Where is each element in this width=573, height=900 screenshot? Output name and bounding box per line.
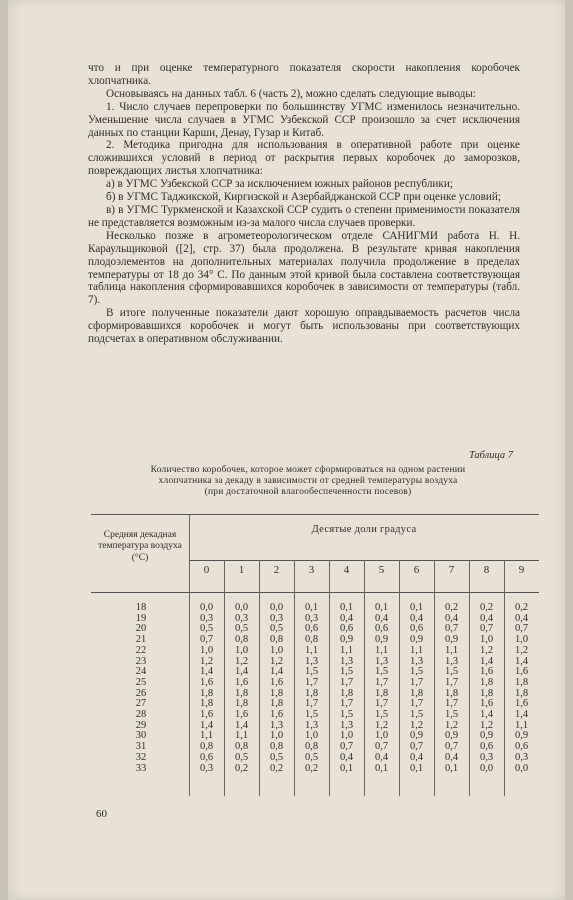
paragraph: в) в УГМС Туркменской и Казахской ССР судить о степени применимости показателя не представляется возможным из-за малого числа случаев проверки. — [88, 203, 520, 229]
temperature-cell: 30 — [135, 730, 147, 742]
group-header: Десятые доли градуса — [311, 524, 417, 535]
value-cell: 1,0 — [199, 644, 214, 656]
value-cell: 0,5 — [199, 623, 214, 635]
value-cell: 0,4 — [479, 612, 494, 624]
column-header: 0 — [203, 564, 210, 576]
value-cell: 1,1 — [199, 730, 214, 742]
value-cell: 1,4 — [199, 666, 214, 678]
value-cell: 1,8 — [269, 698, 284, 710]
column-header: 4 — [343, 564, 350, 576]
value-cell: 1,7 — [374, 676, 389, 688]
caption-line: Количество коробочек, которое может сформироваться на одном растении — [150, 465, 466, 475]
value-cell: 1,3 — [339, 655, 354, 667]
column-header: 1 — [238, 564, 245, 576]
value-cell: 0,5 — [269, 623, 284, 635]
value-cell: 1,6 — [514, 698, 529, 710]
value-cell: 1,6 — [514, 666, 529, 678]
value-cell: 0,9 — [444, 634, 459, 646]
value-cell: 0,2 — [444, 602, 459, 613]
value-cell: 1,8 — [514, 676, 529, 688]
value-cell: 1,6 — [234, 676, 249, 688]
temperature-cell: 29 — [135, 719, 147, 731]
temperature-cell: 32 — [135, 751, 147, 763]
value-cell: 1,6 — [479, 666, 494, 678]
body-text — [88, 62, 520, 346]
value-cell: 0,8 — [199, 741, 214, 753]
value-cell: 0,8 — [269, 634, 284, 646]
value-cell: 1,0 — [269, 730, 284, 742]
value-cell: 0,6 — [409, 623, 424, 635]
value-cell: 0,6 — [514, 741, 529, 753]
value-cell: 0,2 — [304, 762, 319, 774]
value-cell: 0,7 — [409, 741, 424, 753]
value-cell: 0,1 — [444, 762, 459, 774]
paragraph: В итоге полученные показатели дают хорошую оправдываемость расчетов числа сформировавшихся коробочек и могут быть использованы при соответствующих подсчетах в оперативном обслуживании. — [88, 307, 520, 346]
value-cell: 0,8 — [234, 741, 249, 753]
value-cell: 1,7 — [409, 698, 424, 710]
temperature-cell: 23 — [135, 655, 147, 667]
temperature-cell: 24 — [135, 666, 147, 678]
value-cell: 0,9 — [444, 730, 459, 742]
value-cell: 1,3 — [304, 719, 319, 731]
value-cell: 1,0 — [269, 644, 284, 656]
value-cell: 1,1 — [444, 644, 459, 656]
caption-line: (при достаточной влагообеспеченности посевов) — [204, 487, 412, 497]
value-cell: 0,9 — [479, 730, 494, 742]
value-cell: 0,7 — [374, 741, 389, 753]
caption-line: хлопчатника за декаду в зависимости от средней температуры воздуха — [158, 476, 458, 486]
value-cell: 1,0 — [374, 730, 389, 742]
value-cell: 1,0 — [479, 634, 494, 646]
value-cell: 0,7 — [199, 634, 214, 646]
value-cell: 0,6 — [199, 751, 214, 763]
value-cell: 0,6 — [479, 741, 494, 753]
value-cell: 0,9 — [409, 634, 424, 646]
value-cell: 0,1 — [374, 762, 389, 774]
table-label: Таблица 7 — [468, 450, 513, 461]
value-cell: 1,3 — [374, 655, 389, 667]
paragraph: что и при оценке температурного показателя скорости накопления коробочек хлопчатника. — [88, 62, 520, 87]
value-cell: 1,5 — [304, 709, 319, 720]
param-header: Средняя декадная температура воздуха (°С) — [98, 530, 182, 563]
value-cell: 1,7 — [444, 676, 459, 688]
value-cell: 0,4 — [514, 612, 529, 624]
value-cell: 1,4 — [234, 719, 249, 731]
value-cell: 0,4 — [409, 751, 424, 763]
paragraph: 2. Методика пригодна для использования в оперативной работе при оценке сложившихся условий в период от раскрытия первых коробочек до заморозков, повреждающих листья хлопчатника: — [88, 139, 520, 178]
value-cell: 1,1 — [374, 644, 389, 656]
value-cell: 0,1 — [304, 602, 319, 613]
value-cell: 1,1 — [409, 644, 424, 656]
value-cell: 0,2 — [479, 602, 494, 613]
value-cell: 1,4 — [514, 709, 529, 720]
value-cell: 1,5 — [409, 709, 424, 720]
value-cell: 1,5 — [444, 709, 459, 720]
value-cell: 1,4 — [199, 719, 214, 731]
paragraph: 1. Число случаев перепроверки по большинству УГМС изменилось незначительно. Уменьшение числа случаев в УГМС Узбекской ССР произошло за счет исключения данных по станции Карши, Денау, Гузар и Китаб. — [88, 100, 520, 139]
value-cell: 0,1 — [339, 602, 354, 613]
column-header: 7 — [448, 564, 455, 576]
value-cell: 1,2 — [444, 719, 459, 731]
temperature-cell: 18 — [135, 602, 147, 613]
value-cell: 0,2 — [514, 602, 529, 613]
value-cell: 1,3 — [339, 719, 354, 731]
value-cell: 0,4 — [444, 751, 459, 763]
value-cell: 0,5 — [304, 751, 319, 763]
value-cell: 1,8 — [479, 687, 494, 699]
column-header: 3 — [308, 564, 315, 576]
header-bottom-rule — [91, 592, 539, 593]
temperature-cell: 26 — [135, 687, 147, 699]
value-cell: 0,4 — [374, 751, 389, 763]
value-cell: 0,3 — [479, 751, 494, 763]
value-cell: 0,0 — [479, 762, 494, 774]
value-cell: 0,1 — [409, 762, 424, 774]
value-cell: 0,4 — [444, 612, 459, 624]
value-cell: 1,6 — [199, 709, 214, 720]
value-cell: 0,1 — [374, 602, 389, 613]
value-cell: 1,2 — [514, 644, 529, 656]
value-cell: 0,5 — [234, 751, 249, 763]
value-cell: 1,2 — [409, 719, 424, 731]
value-cell: 0,8 — [234, 634, 249, 646]
temperature-cell: 27 — [135, 698, 147, 710]
value-cell: 0,3 — [199, 762, 214, 774]
value-cell: 1,7 — [374, 698, 389, 710]
value-cell: 1,4 — [269, 666, 284, 678]
value-cell: 0,7 — [444, 623, 459, 635]
value-cell: 0,3 — [304, 612, 319, 624]
value-cell: 0,6 — [339, 623, 354, 635]
value-cell: 1,2 — [479, 719, 494, 731]
value-cell: 0,8 — [304, 634, 319, 646]
column-header: 5 — [378, 564, 385, 576]
value-cell: 1,4 — [479, 655, 494, 667]
value-cell: 1,8 — [269, 687, 284, 699]
temperature-cell: 20 — [135, 623, 147, 635]
value-cell: 0,0 — [514, 762, 529, 774]
value-cell: 1,4 — [234, 666, 249, 678]
value-cell: 0,5 — [269, 751, 284, 763]
value-cell: 1,0 — [234, 644, 249, 656]
value-cell: 1,8 — [514, 687, 529, 699]
column-header: 2 — [273, 564, 280, 576]
value-cell: 0,4 — [339, 612, 354, 624]
temperature-cell: 25 — [135, 676, 147, 688]
value-cell: 1,3 — [444, 655, 459, 667]
value-cell: 1,5 — [304, 666, 319, 678]
value-cell: 1,7 — [304, 676, 319, 688]
value-cell: 1,8 — [199, 687, 214, 699]
value-cell: 0,3 — [514, 751, 529, 763]
value-cell: 0,9 — [514, 730, 529, 742]
value-cell: 1,6 — [269, 709, 284, 720]
value-cell: 1,2 — [234, 655, 249, 667]
value-cell: 1,1 — [234, 730, 249, 742]
value-cell: 0,1 — [409, 602, 424, 613]
value-cell: 1,7 — [339, 676, 354, 688]
book-page — [8, 0, 565, 900]
value-cell: 1,5 — [339, 709, 354, 720]
value-cell: 0,4 — [339, 751, 354, 763]
value-cell: 0,3 — [234, 612, 249, 624]
value-cell: 1,3 — [304, 655, 319, 667]
value-cell: 1,1 — [514, 719, 529, 731]
table-top-rule — [91, 514, 539, 515]
value-cell: 1,7 — [444, 698, 459, 710]
value-cell: 0,4 — [409, 612, 424, 624]
value-cell: 0,8 — [304, 741, 319, 753]
value-cell: 1,7 — [339, 698, 354, 710]
value-cell: 0,7 — [514, 623, 529, 635]
value-cell: 1,2 — [199, 655, 214, 667]
value-cell: 0,2 — [234, 762, 249, 774]
column-header: 6 — [413, 564, 420, 576]
value-cell: 0,3 — [269, 612, 284, 624]
value-cell: 0,9 — [374, 634, 389, 646]
value-cell: 0,9 — [409, 730, 424, 742]
value-cell: 1,8 — [374, 687, 389, 699]
value-cell: 0,6 — [304, 623, 319, 635]
value-cell: 1,5 — [374, 666, 389, 678]
value-cell: 1,2 — [269, 655, 284, 667]
value-cell: 1,6 — [234, 709, 249, 720]
value-cell: 1,0 — [514, 634, 529, 646]
temperature-cell: 33 — [135, 762, 147, 774]
value-cell: 0,0 — [234, 602, 249, 613]
value-cell: 1,4 — [514, 655, 529, 667]
temperature-cell: 28 — [135, 709, 147, 720]
value-cell: 0,8 — [269, 741, 284, 753]
value-cell: 1,3 — [409, 655, 424, 667]
value-cell: 1,1 — [304, 644, 319, 656]
value-cell: 0,4 — [374, 612, 389, 624]
value-cell: 0,7 — [479, 623, 494, 635]
paragraph: а) в УГМС Узбекской ССР за исключением южных районов республики; — [106, 178, 453, 191]
value-cell: 1,7 — [409, 676, 424, 688]
value-cell: 0,1 — [339, 762, 354, 774]
temperature-cell: 19 — [135, 612, 147, 624]
value-cell: 1,8 — [199, 698, 214, 710]
paragraph: Несколько позже в агрометеорологическом отделе САНИГМИ работа Н. Н. Караульщиковой ([2], стр. 37) была продолжена. В результате кривая накопления плодоэлементов на дополнительных материалах получила продолжение в пределах температуры от 18 до 34° С. По данным этой кривой была составлена соответствующая таблица накопления сформировавшихся коробочек в зависимости от температуры (табл. 7). — [88, 229, 520, 307]
temperature-cell: 21 — [135, 634, 147, 646]
page-number: 60 — [96, 808, 107, 820]
value-cell: 1,6 — [199, 676, 214, 688]
value-cell: 1,8 — [444, 687, 459, 699]
value-cell: 1,6 — [269, 676, 284, 688]
value-cell: 1,8 — [234, 687, 249, 699]
value-cell: 0,2 — [269, 762, 284, 774]
value-cell: 0,7 — [339, 741, 354, 753]
value-cell: 1,7 — [304, 698, 319, 710]
value-cell: 0,5 — [234, 623, 249, 635]
value-cell: 1,2 — [479, 644, 494, 656]
paragraph: Основываясь на данных табл. 6 (часть 2), можно сделать следующие выводы: — [106, 87, 476, 100]
value-cell: 1,5 — [409, 666, 424, 678]
value-cell: 1,5 — [339, 666, 354, 678]
value-cell: 1,5 — [374, 709, 389, 720]
value-cell: 1,4 — [479, 709, 494, 720]
value-cell: 1,8 — [479, 676, 494, 688]
column-header: 9 — [518, 564, 525, 576]
value-cell: 1,3 — [269, 719, 284, 731]
column-header: 8 — [483, 564, 490, 576]
value-cell: 1,8 — [339, 687, 354, 699]
value-cell: 1,8 — [409, 687, 424, 699]
value-cell: 1,2 — [374, 719, 389, 731]
value-cell: 0,0 — [269, 602, 284, 613]
temperature-cell: 22 — [135, 644, 147, 656]
value-cell: 0,6 — [374, 623, 389, 635]
value-cell: 1,6 — [479, 698, 494, 710]
value-cell: 1,8 — [304, 687, 319, 699]
value-cell: 0,3 — [199, 612, 214, 624]
value-cell: 0,0 — [199, 602, 214, 613]
value-cell: 1,8 — [234, 698, 249, 710]
value-cell: 1,1 — [339, 644, 354, 656]
temperature-cell: 31 — [135, 741, 147, 753]
value-cell: 0,7 — [444, 741, 459, 753]
value-cell: 1,0 — [304, 730, 319, 742]
value-cell: 1,5 — [444, 666, 459, 678]
paragraph: б) в УГМС Таджикской, Киргизской и Азербайджанской ССР при оценке условий; — [106, 191, 502, 204]
value-cell: 0,9 — [339, 634, 354, 646]
value-cell: 1,0 — [339, 730, 354, 742]
table-caption — [108, 465, 508, 498]
